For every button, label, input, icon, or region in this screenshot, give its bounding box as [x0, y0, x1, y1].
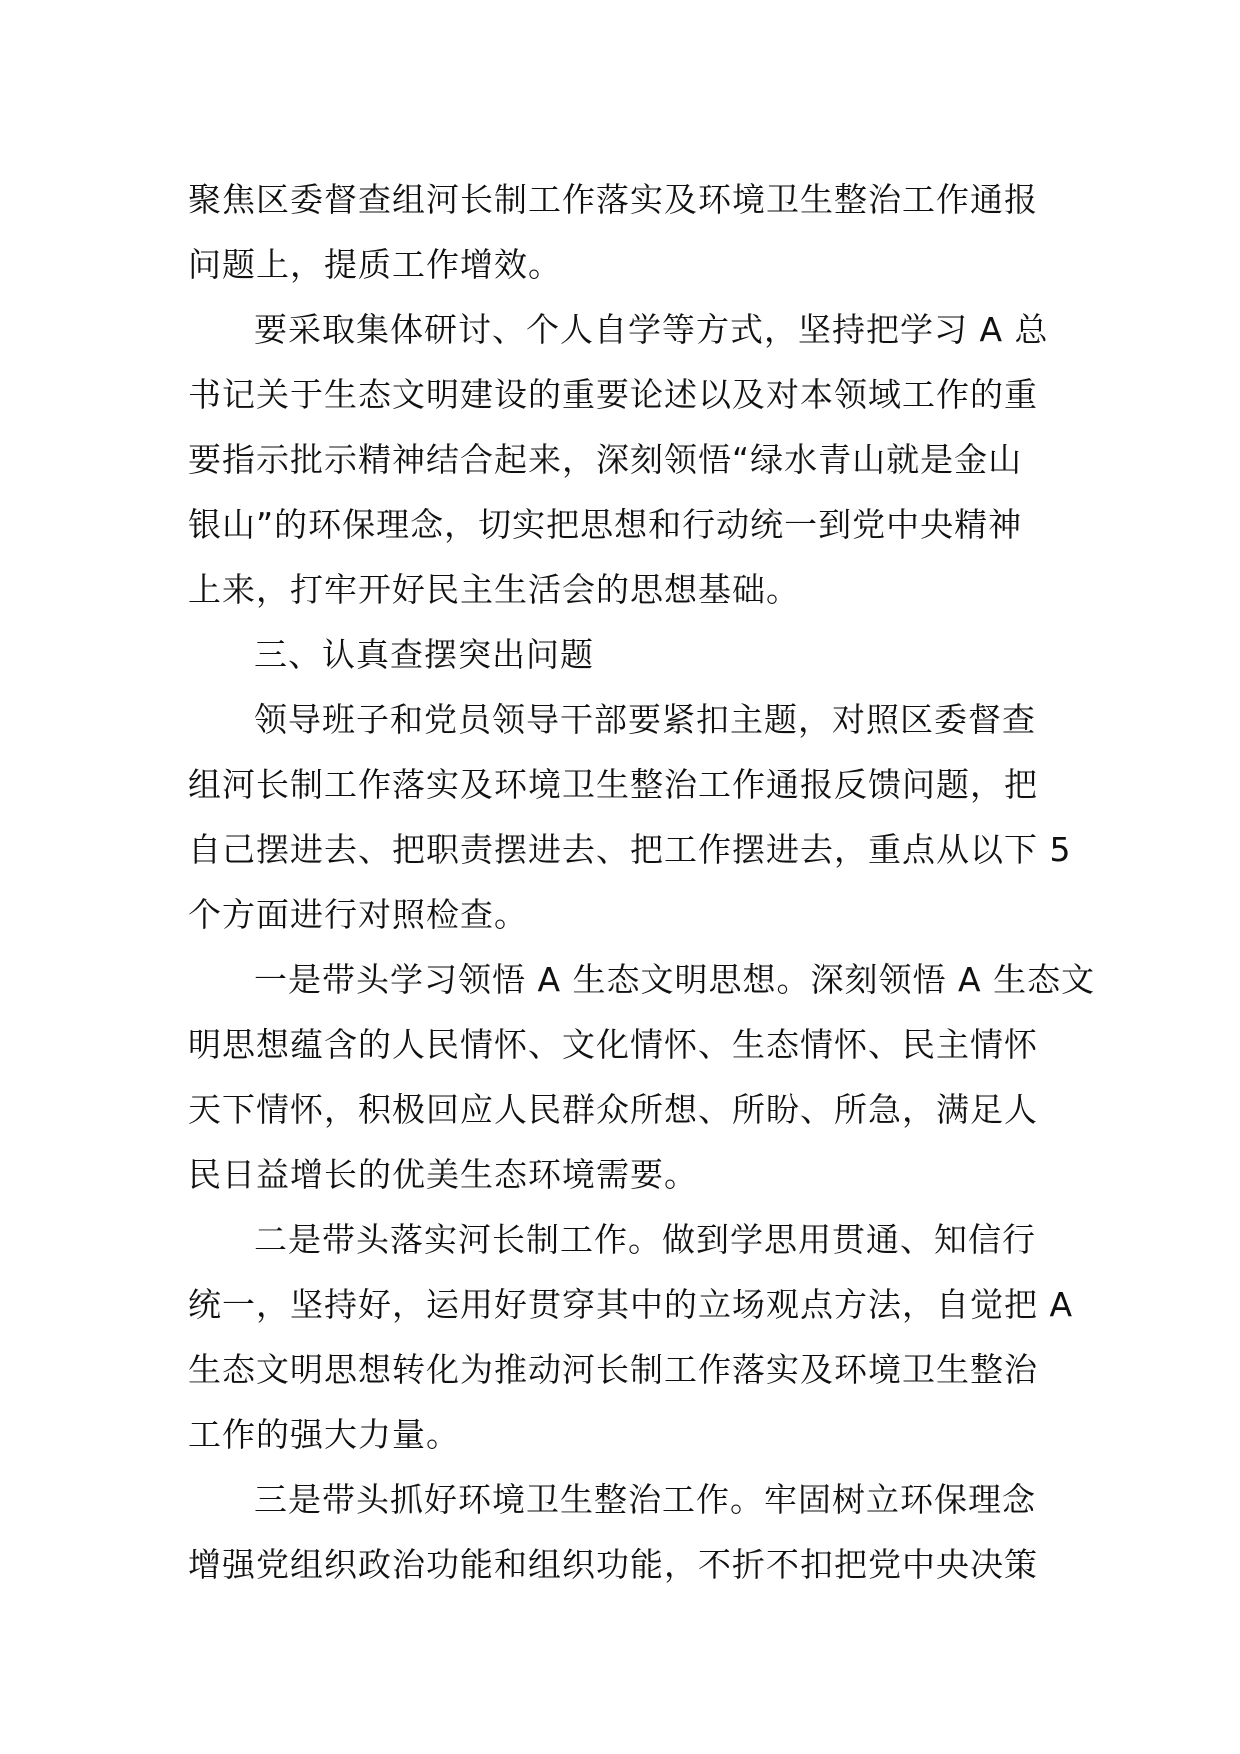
paragraph-start: 一是带头学习领悟 A 生态文明思想。深刻领悟 A 生态文	[254, 960, 1096, 999]
text-line: 要指示批示精神结合起来，深刻领悟“绿水青山就是金山	[188, 440, 1023, 479]
section-heading: 三、认真查摆突出问题	[254, 635, 594, 674]
text-line: 个方面进行对照检查。	[188, 895, 528, 934]
text-line: 上来，打牢开好民主生活会的思想基础。	[188, 570, 800, 609]
text-line: 统一，坚持好，运用好贯穿其中的立场观点方法，自觉把 A	[188, 1285, 1074, 1324]
text-line: 聚焦区委督查组河长制工作落实及环境卫生整治工作通报	[188, 180, 1038, 219]
text-line: 增强党组织政治功能和组织功能，不折不扣把党中央决策	[188, 1545, 1038, 1584]
text-line: 天下情怀，积极回应人民群众所想、所盼、所急，满足人	[188, 1090, 1038, 1129]
text-line: 工作的强大力量。	[188, 1415, 460, 1454]
paragraph-start: 领导班子和党员领导干部要紧扣主题，对照区委督查	[254, 700, 1036, 739]
paragraph-start: 二是带头落实河长制工作。做到学思用贯通、知信行	[254, 1220, 1036, 1259]
text-line: 自己摆进去、把职责摆进去、把工作摆进去，重点从以下 5	[188, 830, 1072, 869]
paragraph-start: 要采取集体研讨、个人自学等方式，坚持把学习 A 总	[254, 310, 1049, 349]
text-line: 民日益增长的优美生态环境需要。	[188, 1155, 698, 1194]
paragraph-start: 三是带头抓好环境卫生整治工作。牢固树立环保理念	[254, 1480, 1036, 1519]
text-line: 明思想蕴含的人民情怀、文化情怀、生态情怀、民主情怀	[188, 1025, 1038, 1064]
text-line: 组河长制工作落实及环境卫生整治工作通报反馈问题，把	[188, 765, 1038, 804]
text-line: 问题上，提质工作增效。	[188, 245, 562, 284]
text-line: 银山”的环保理念，切实把思想和行动统一到党中央精神	[188, 505, 1023, 544]
text-line: 书记关于生态文明建设的重要论述以及对本领域工作的重	[188, 375, 1038, 414]
document-body	[188, 167, 1096, 1597]
text-line: 生态文明思想转化为推动河长制工作落实及环境卫生整治	[188, 1350, 1038, 1389]
